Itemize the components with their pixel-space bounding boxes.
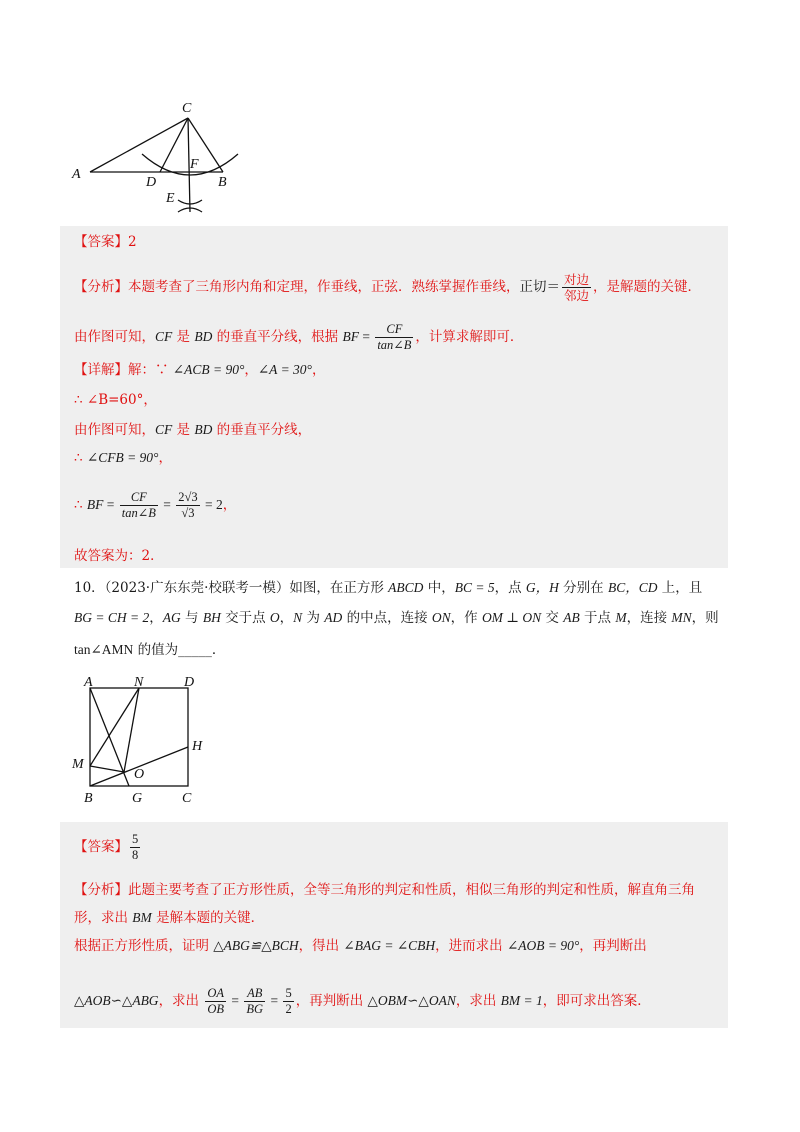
figure-square (64, 670, 224, 814)
text: ，求出 (455, 993, 501, 1009)
text: 与 (180, 610, 203, 626)
detail-line-5 (74, 490, 236, 521)
math-eq: = (358, 329, 374, 344)
math: O (269, 610, 280, 625)
therefore: ∴ (74, 497, 87, 513)
label-D: D (146, 175, 157, 190)
text: 的垂直平分线，根据 (212, 329, 343, 345)
analysis-2-line-4 (74, 986, 651, 1017)
text: 根据正方形性质，证明 (74, 938, 214, 954)
bf-fraction (375, 322, 413, 353)
math-eq: = (103, 497, 118, 512)
text: 是 (172, 329, 195, 345)
text: ，作 (450, 610, 482, 626)
label-G: G (132, 791, 143, 806)
analysis-line-1 (74, 272, 701, 303)
text: 是解本题的关键． (151, 910, 265, 926)
question-10-line-3 (74, 640, 225, 660)
fraction-num: 5 (285, 986, 292, 1000)
fraction-den: BG (246, 1002, 264, 1016)
fraction-num: 2√3 (178, 490, 198, 504)
math: ∠BAG = ∠CBH (343, 938, 436, 953)
text: ， (222, 497, 237, 513)
text: ，则 (691, 610, 719, 626)
fraction-den: tan∠B (377, 338, 412, 352)
fraction-oa-ob (205, 986, 226, 1017)
label-E: E (166, 191, 175, 206)
math-bf: BF (86, 497, 104, 512)
text: 的垂直平分线， (212, 422, 312, 438)
fraction-den: tan∠B (121, 506, 156, 520)
math-cf: CF (155, 329, 173, 344)
figure-triangle-construction (60, 96, 260, 220)
analysis-2-line-3 (74, 936, 647, 956)
text: ∴ ∠B=60°， (74, 392, 157, 408)
label-M: M (72, 757, 84, 772)
question-10-line-1 (74, 578, 702, 598)
text: 由作图可知， (74, 329, 155, 345)
tan-word: 正切＝ (519, 279, 560, 294)
math: BC = 5 (454, 580, 495, 595)
text: 中， (423, 580, 455, 596)
text: ，求出 (158, 993, 204, 1009)
math: BM = 1 (500, 993, 543, 1008)
math-result: = 2 (201, 497, 223, 512)
math-eq: = (228, 993, 243, 1008)
math: △OBM∽△OAN (367, 993, 456, 1008)
text: ， (244, 362, 258, 378)
text: ，得出 (298, 938, 344, 954)
math-eq: = (159, 497, 175, 512)
label-O: O (134, 767, 145, 782)
text: 此题主要考查了正方形性质，全等三角形的判定和性质，相似三角形的判定和性质，解直角三角 (128, 882, 695, 898)
label-C: C (182, 101, 192, 116)
tan-fraction (562, 272, 591, 303)
math-cfb: ∠CFB = 90° (86, 450, 159, 465)
detail-tag: 【详解】 (74, 362, 128, 378)
text: ，再判断出 (579, 938, 647, 954)
text: 的中点，连接 (342, 610, 432, 626)
answer-fraction (130, 832, 140, 863)
text: 交 (541, 610, 564, 626)
therefore: ∴ (74, 450, 87, 466)
math: △AOB∽△ABG (74, 993, 159, 1008)
final-answer: 故答案为：2． (74, 548, 164, 564)
answer-tag: 【答案】 (74, 839, 128, 855)
text: ，即可求出答案． (542, 993, 651, 1009)
text: 为 (302, 610, 325, 626)
text: 的值为 (133, 642, 179, 658)
text: 于点 (579, 610, 616, 626)
fraction-num: CF (375, 322, 413, 338)
label-D: D (184, 675, 195, 690)
math: BG = CH = 2 (74, 610, 150, 625)
fraction-5-2 (283, 986, 293, 1017)
math: ON (431, 610, 451, 625)
analysis-tag: 【分析】 (74, 279, 128, 295)
text: 10．（2023·广东东莞·校联考一模）如图，在正方形 (74, 580, 389, 596)
math: MN (671, 610, 692, 625)
text: 交于点 (220, 610, 270, 626)
fraction-ab-bg (244, 986, 265, 1017)
text: 上，且 (657, 580, 703, 596)
fraction-2 (176, 490, 199, 521)
text: ， (279, 610, 294, 626)
fraction-den: OB (207, 1002, 225, 1016)
triangle-construction-diagram (60, 96, 260, 216)
label-A: A (72, 167, 81, 182)
answer-line-1 (74, 232, 137, 252)
math-a: ∠A = 30° (257, 362, 312, 377)
math-eq: = (267, 993, 282, 1008)
text: ，点 (494, 580, 526, 596)
fraction-num: 5 (132, 832, 139, 846)
math-cf: CF (155, 422, 173, 437)
label-B: B (218, 175, 227, 190)
math: BH (202, 610, 221, 625)
text: 分别在 (558, 580, 608, 596)
text: ，再判断出 (295, 993, 368, 1009)
text: ，连接 (626, 610, 672, 626)
math-bd: BD (194, 329, 213, 344)
math: AD (324, 610, 343, 625)
math: AG (162, 610, 181, 625)
detail-line-2 (74, 390, 157, 410)
label-H: H (192, 739, 203, 754)
fraction-1 (120, 490, 158, 521)
answer-tag: 【答案】 (74, 234, 128, 250)
math: ∠AOB = 90° (506, 938, 580, 953)
text: ． (211, 642, 226, 658)
fraction-den: 2 (285, 1002, 292, 1016)
math: M (615, 610, 627, 625)
text: 由作图可知， (74, 422, 155, 438)
fraction-den: √3 (181, 506, 195, 520)
math: OM ⊥ ON (481, 610, 542, 625)
fraction-den: 8 (132, 848, 139, 862)
label-N: N (134, 675, 144, 690)
text: ， (311, 362, 326, 378)
label-C: C (182, 791, 192, 806)
math: AB (563, 610, 580, 625)
tan-numerator: 对边 (564, 272, 590, 287)
analysis-tag: 【分析】 (74, 882, 128, 898)
text: ， (158, 450, 172, 466)
fraction-num: CF (120, 490, 158, 506)
answer-value: 2 (128, 234, 137, 250)
label-B: B (84, 791, 93, 806)
square-diagram (64, 670, 224, 810)
math-bf: BF (342, 329, 359, 344)
label-F: F (190, 157, 199, 172)
math: ABCD (388, 580, 424, 595)
fraction-num: AB (244, 986, 265, 1002)
text: ，计算求解即可． (415, 329, 524, 345)
analysis-2-line-2 (74, 908, 264, 928)
math: G，H (525, 580, 559, 595)
text: ， (149, 610, 163, 626)
text: ，进而求出 (435, 938, 507, 954)
analysis-line-2 (74, 322, 523, 353)
answer-blank: _____ (178, 642, 212, 658)
analysis-text: 本题考查了三角形内角和定理，作垂线，正弦．熟练掌握作垂线， (128, 279, 520, 295)
analysis-2-line-1 (74, 880, 695, 900)
analysis-tail: ，是解题的关键． (593, 279, 702, 295)
fraction-num: OA (207, 986, 225, 1000)
text: 解：∵ (128, 362, 173, 378)
math-acb: ∠ACB = 90° (172, 362, 245, 377)
label-A: A (84, 675, 93, 690)
math: tan∠AMN (74, 642, 134, 657)
text: 形，求出 (74, 910, 133, 926)
math: N (293, 610, 303, 625)
question-10-line-2 (74, 608, 719, 628)
answer-line-2 (74, 832, 142, 863)
tan-denominator: 邻边 (564, 288, 590, 303)
detail-line-4 (74, 448, 172, 468)
math: BC，CD (607, 580, 658, 595)
final-answer-line (74, 546, 164, 566)
text: 是 (172, 422, 195, 438)
math: △ABG≌△BCH (213, 938, 299, 953)
math-bd: BD (194, 422, 213, 437)
detail-line-3 (74, 420, 311, 440)
math: BM (132, 910, 152, 925)
detail-line-1 (74, 360, 325, 380)
